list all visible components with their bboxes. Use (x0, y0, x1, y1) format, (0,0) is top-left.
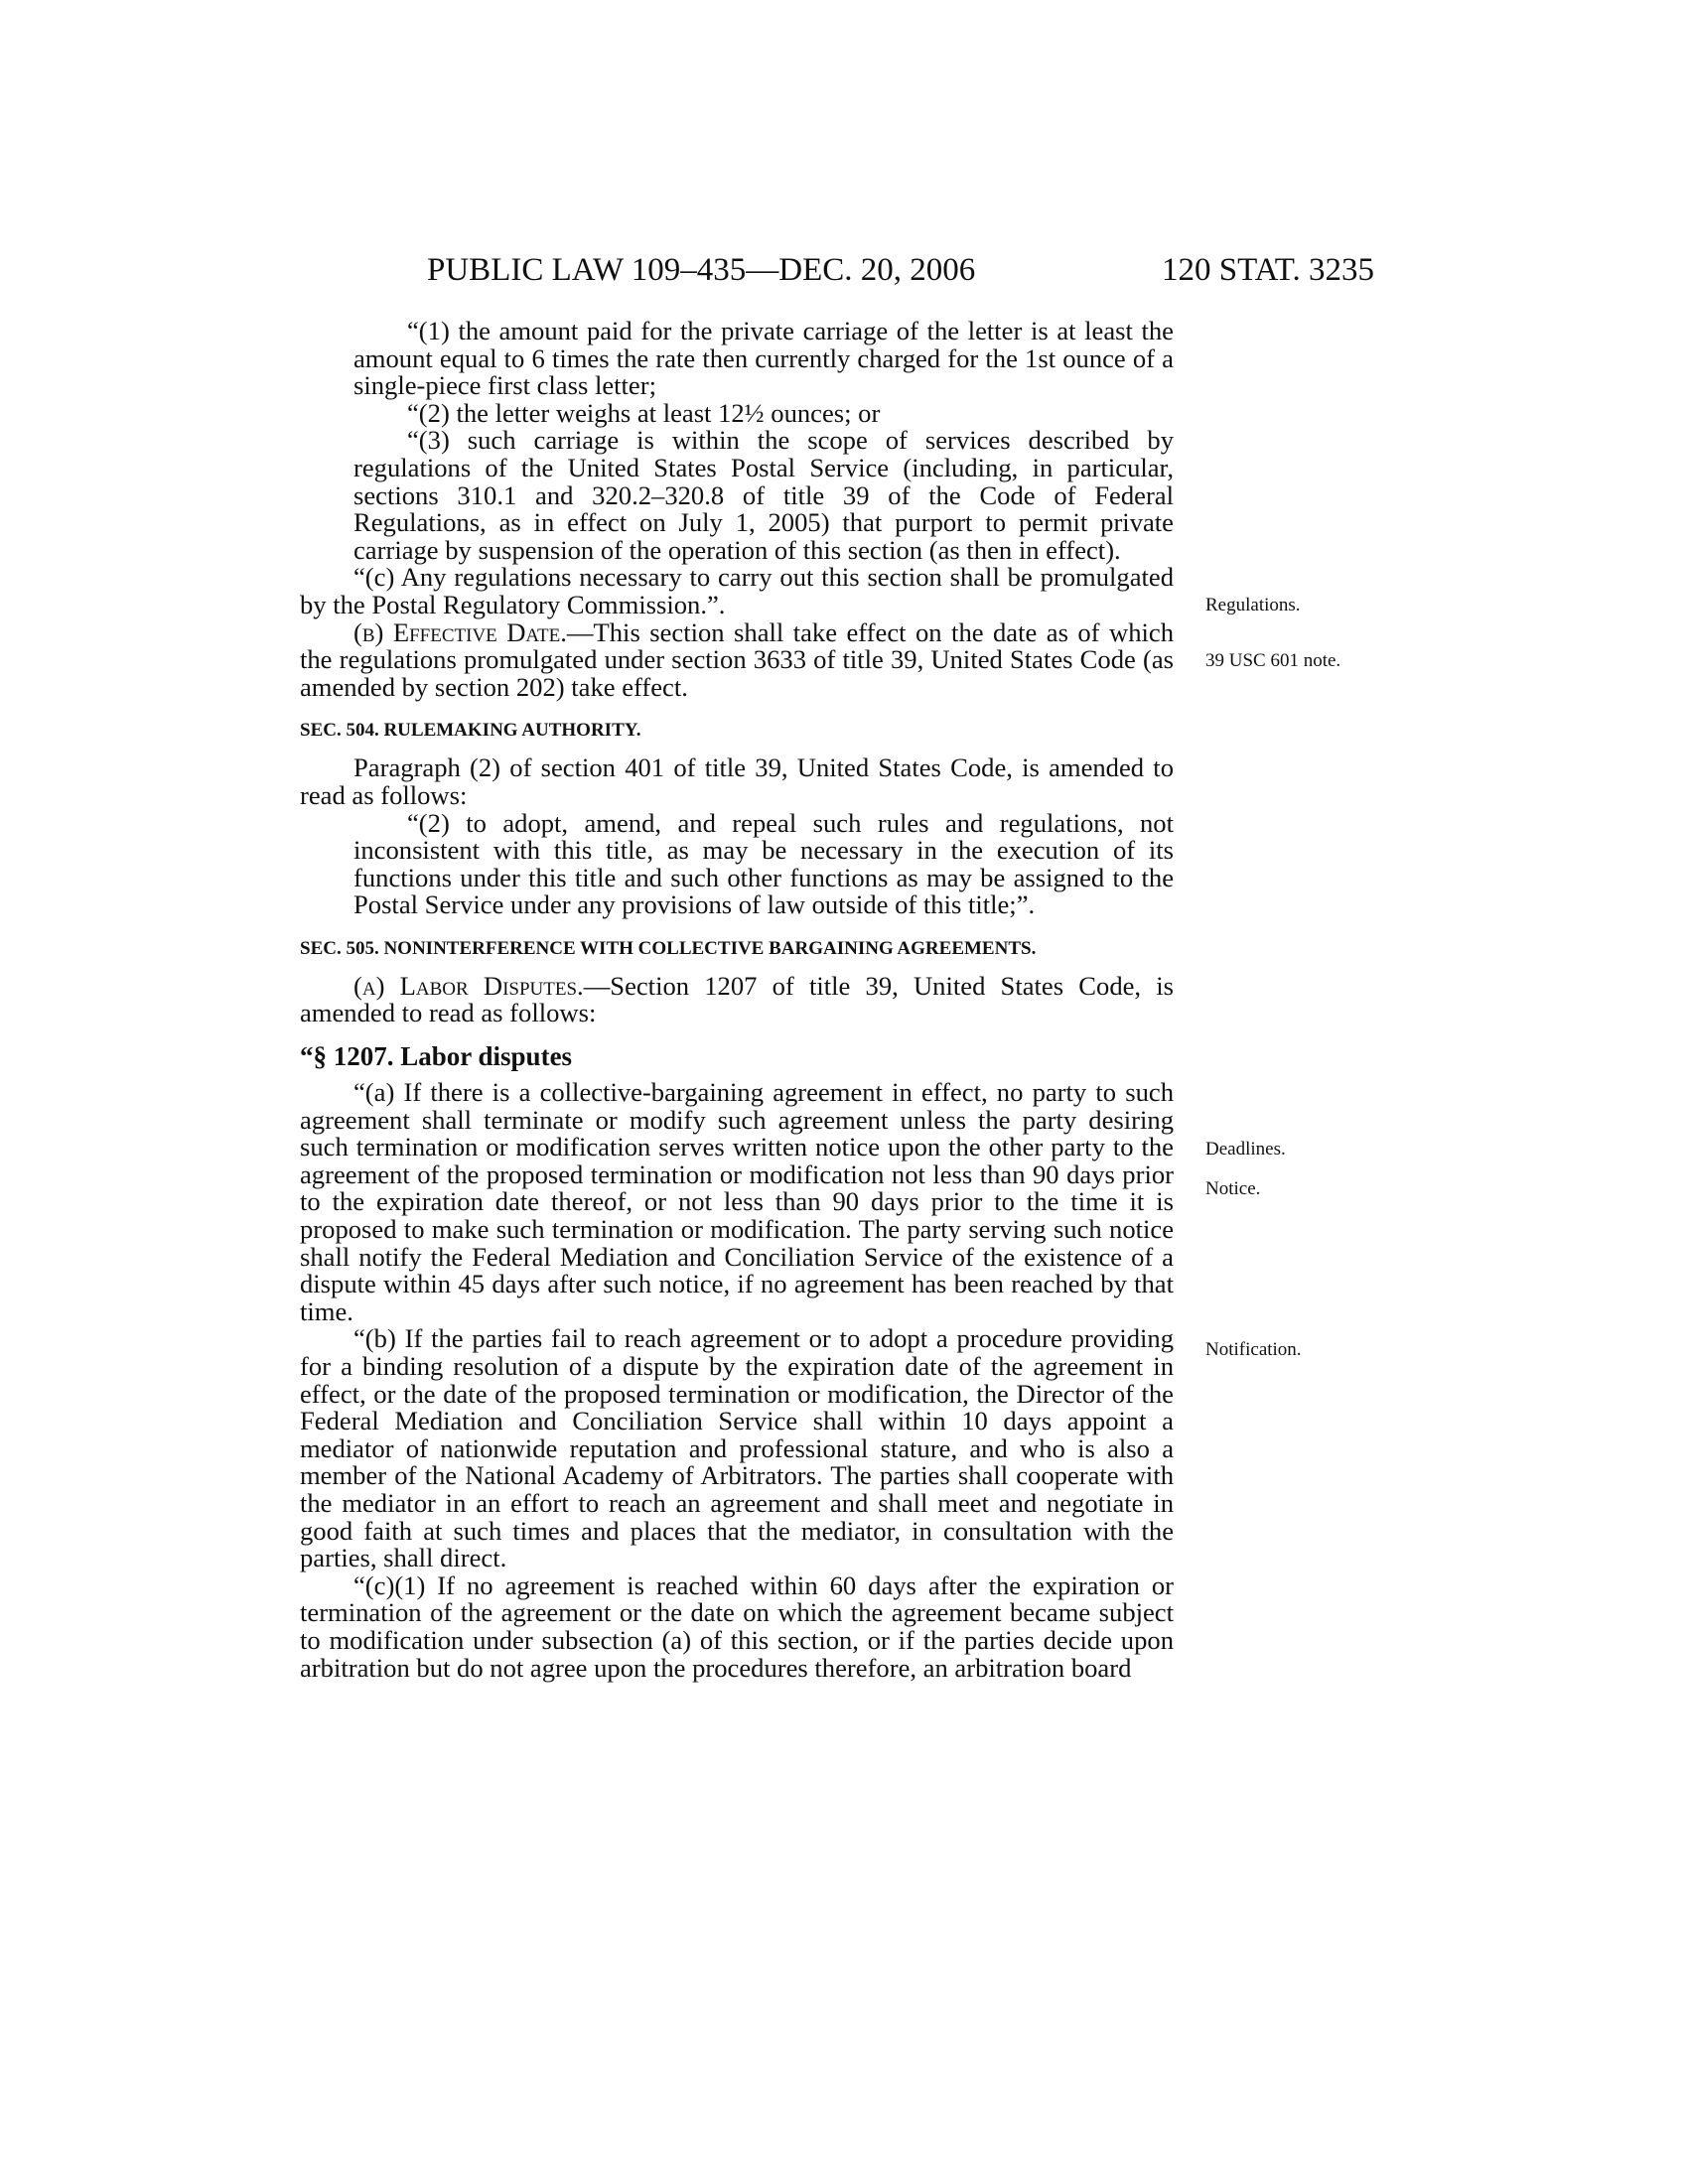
margin-note-notification: Notification. (1205, 1339, 1302, 1360)
effective-date-text: —This section shall take effect on the date as of which the regulations promulgated under section 3633 of title 39, United States Code (as amended by section 202) take effect. (300, 616, 1174, 702)
section-505-heading: SEC. 505. NONINTERFERENCE WITH COLLECTIVE BARGAINING AGREEMENTS. (300, 937, 1037, 959)
paragraph-8 (300, 970, 1175, 1028)
section-1207-heading: “§ 1207. Labor disputes (300, 1041, 573, 1072)
running-head-title: PUBLIC LAW 109–435—DEC. 20, 2006 (427, 252, 976, 288)
paragraph-4: “(c) Any regulations necessary to carry out this section shall be promulgated by the Postal Regulatory Commission.”. (300, 562, 1174, 619)
margin-note-usc: 39 USC 601 note. (1205, 650, 1341, 671)
margin-note-regulations: Regulations. (1205, 595, 1301, 615)
paragraph-11: “(c)(1) If no agreement is reached within 60 days after the expiration or termination of the agreement or the date on which the agreement became subject to modification under subsection (a) of this section, or if the parties decide upon arbitration but do not agree upon the procedures therefore, an arbitration board (300, 1570, 1174, 1683)
section-504-heading: SEC. 504. RULEMAKING AUTHORITY. (300, 720, 641, 742)
effective-date-label: (b) Effective Date. (353, 616, 567, 647)
labor-disputes-label: (a) Labor Disputes. (353, 970, 584, 1001)
margin-note-deadlines: Deadlines. (1205, 1139, 1286, 1160)
paragraph-6: Paragraph (2) of section 401 of title 39, United States Code, is amended to read as follows: (300, 752, 1174, 810)
paragraph-2: “(2) the letter weighs at least 12½ ounces; or (407, 397, 881, 428)
paragraph-7: “(2) to adopt, amend, and repeal such rules and regulations, not inconsistent with this title, as may be necessary in the execution of its functions under this title and such other functions as may be assigned to the Postal Service under any provisions of law outside of this title;”. (353, 807, 1174, 920)
margin-note-notice: Notice. (1205, 1178, 1261, 1199)
paragraph-5 (300, 616, 1174, 702)
paragraph-1: “(1) the amount paid for the private carriage of the letter is at least the amount equal to 6 times the rate then currently charged for the 1st ounce of a single-piece first class letter; (353, 316, 1174, 401)
paragraph-9: “(a) If there is a collective-bargaining agreement in effect, no party to such agreement shall terminate or modify such agreement unless the party desiring such termination or modification serves written notice upon the other party to the agreement of the proposed termination or modification not less than 90 days prior to the expiration date thereof, or not less than 90 days prior to the time it is proposed to make such termination or modification. The party serving such notice shall notify the Federal Mediation and Conciliation Service of the existence of a dispute within 45 days after such notice, if no agreement has been reached by that time. (300, 1077, 1174, 1326)
page-header (300, 250, 1374, 290)
labor-disputes-text: —Section 1207 of title 39, United States Code, is amended to read as follows: (300, 970, 1175, 1028)
paragraph-10: “(b) If the parties fail to reach agreement or to adopt a procedure providing for a binding resolution of a dispute by the expiration date of the agreement in effect, or the date of the proposed termination or modification, the Director of the Federal Mediation and Conciliation Service shall within 10 days appoint a mediator of nationwide reputation and professional stature, and who is also a member of the National Academy of Arbitrators. The parties shall cooperate with the mediator in an effort to reach an agreement and shall meet and negotiate in good faith at such times and places that the mediator, in consultation with the parties, shall direct. (300, 1323, 1174, 1573)
page-reference: 120 STAT. 3235 (1161, 252, 1374, 288)
document-body (300, 318, 1174, 1682)
paragraph-3: “(3) such carriage is within the scope of services described by regulations of the United States Postal Service (including, in particular, sections 310.1 and 320.2–320.8 of title 39 of the Code of Federal Regulations, as in effect on July 1, 2005) that purport to permit private carriage by suspension of the operation of this section (as then in effect). (353, 425, 1174, 565)
